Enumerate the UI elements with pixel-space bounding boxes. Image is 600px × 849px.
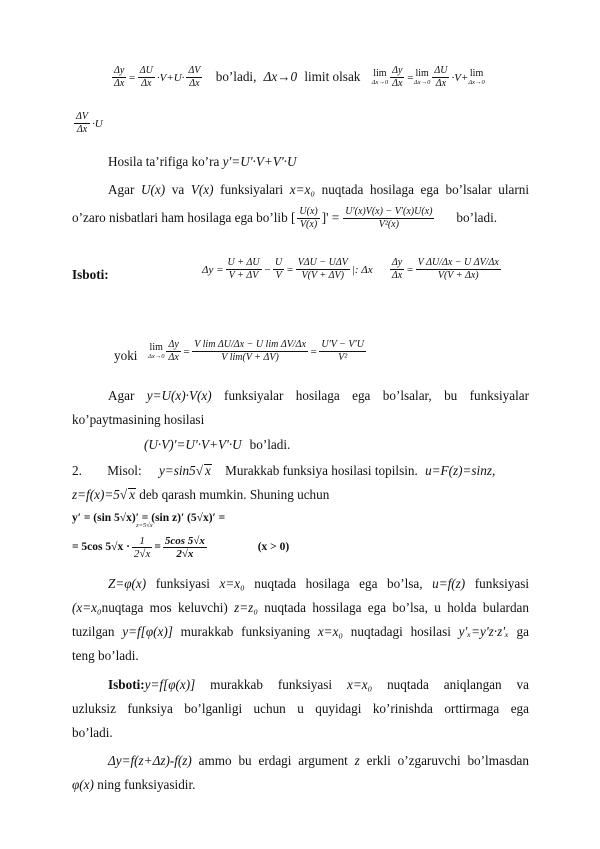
lim: lim bbox=[149, 341, 163, 353]
derivative-result: = 5cos 5√x · bbox=[72, 541, 130, 553]
math: (x=x₀ bbox=[72, 600, 102, 615]
math: y=f[φ(x)] bbox=[122, 624, 173, 639]
denominator: V(V + ΔV) bbox=[301, 270, 344, 282]
lhs: Δy = bbox=[202, 264, 224, 276]
isboti2-line2: uzluksiz funksiya bo’lganligi uchun u quyidagi ko’rinishda orttirmaga ega bbox=[72, 701, 529, 716]
equals-sign: = bbox=[128, 72, 136, 84]
lim: lim bbox=[469, 67, 484, 79]
text: murakkab funksiyaning bbox=[172, 624, 318, 639]
equals-sign: = bbox=[154, 541, 161, 553]
denominator: Δx bbox=[141, 78, 152, 90]
denominator: V + ΔV bbox=[228, 270, 259, 282]
misol-line2 bbox=[72, 486, 329, 503]
lim-sub: Δx→0 bbox=[413, 78, 431, 86]
derivative-expansion-cont bbox=[72, 108, 103, 139]
text: nuqtada aniqlangan va bbox=[372, 677, 529, 692]
chain-paragraph-line3 bbox=[72, 623, 529, 640]
numerator: Δy bbox=[392, 65, 403, 77]
operator: ·V+U· bbox=[156, 72, 185, 84]
denominator: V²(x) bbox=[378, 219, 399, 231]
fraction bbox=[138, 65, 155, 90]
numerator: Δy bbox=[168, 339, 179, 351]
numerator: U(x) bbox=[299, 206, 318, 218]
text: teng bo’ladi. bbox=[72, 648, 139, 663]
product-paragraph-line1 bbox=[108, 387, 529, 404]
text: bo’ladi. bbox=[456, 210, 498, 225]
fraction bbox=[163, 535, 207, 560]
operator: − bbox=[263, 264, 272, 276]
math: φ(x) bbox=[72, 777, 94, 792]
text: funksiyasi bbox=[146, 576, 220, 591]
numerator: U′V − V′U bbox=[321, 339, 364, 351]
lim: lim bbox=[415, 67, 429, 79]
denominator: Δx bbox=[114, 78, 125, 90]
hosila-line bbox=[108, 153, 297, 170]
text: o’zaro nisbatlari ham hosilaga ega bo’lib [ bbox=[72, 210, 296, 225]
fraction bbox=[343, 206, 434, 231]
yoki-formula bbox=[148, 330, 368, 373]
denominator: Δx bbox=[392, 78, 403, 90]
denominator: V(x) bbox=[299, 219, 318, 231]
text: Hosila ta’rifiga ko’ra bbox=[108, 154, 223, 169]
fraction bbox=[296, 257, 350, 282]
text: nuqtada hosilaga ega bo’lsa, bbox=[244, 576, 433, 591]
fraction bbox=[192, 339, 308, 364]
math: x=x₀ bbox=[317, 624, 344, 639]
numerator: U bbox=[275, 257, 283, 269]
text: bo’ladi. bbox=[249, 437, 291, 452]
fraction bbox=[186, 65, 202, 90]
equals-sign: = bbox=[309, 346, 318, 358]
text: funksiyasi bbox=[465, 576, 529, 591]
text: limit olsak bbox=[304, 69, 361, 84]
numerator: VΔU − UΔV bbox=[297, 257, 348, 269]
text: erkli o’zgaruvchi bo’lmasdan bbox=[359, 753, 529, 768]
math: y=sin5 bbox=[158, 463, 196, 478]
derivative-line1 bbox=[72, 510, 245, 528]
denominator: Δx bbox=[189, 78, 200, 90]
numerator: ΔV bbox=[76, 111, 88, 123]
numerator: 5cos 5√x bbox=[164, 534, 205, 547]
fraction bbox=[390, 257, 404, 282]
text: Agar bbox=[108, 388, 147, 403]
numerator: U + ΔU bbox=[227, 257, 260, 269]
sqrt-symbol bbox=[120, 487, 127, 502]
text: ning funksiyasidir. bbox=[93, 777, 196, 792]
isboti-label: Isboti: bbox=[72, 267, 109, 282]
product-paragraph-line2: ko’paytmasining hosilasi bbox=[72, 412, 205, 427]
limit bbox=[372, 69, 388, 87]
sqrt-symbol bbox=[196, 463, 203, 478]
math: y=U(x)·V(x) bbox=[146, 388, 212, 403]
yoki-label: yoki bbox=[114, 348, 138, 363]
equals-sign: = bbox=[406, 72, 414, 84]
text: deb qarash mumkin. Shuning uchun bbox=[135, 487, 330, 502]
math: z=f(x)=5 bbox=[72, 487, 120, 502]
numerator: V lim ΔU/Δx − U lim ΔV/Δx bbox=[194, 339, 306, 351]
math: x=x₀ bbox=[346, 677, 373, 692]
label: Isboti: bbox=[108, 677, 145, 692]
isboti2-line1 bbox=[108, 676, 529, 693]
math: y'ₓ=y'z·z'ₓ bbox=[458, 624, 509, 639]
text: Agar bbox=[108, 182, 141, 197]
numerator: Δy bbox=[391, 257, 403, 269]
misol-line1 bbox=[72, 462, 495, 479]
operator: |: Δx bbox=[351, 264, 373, 276]
fraction bbox=[297, 206, 319, 231]
sqrt-content: x bbox=[129, 487, 135, 502]
denominator: V bbox=[275, 270, 282, 282]
isboti2-line3: bo’ladi. bbox=[72, 725, 113, 740]
equals-sign: = bbox=[286, 264, 294, 276]
fraction bbox=[112, 65, 126, 90]
text: nuqtadagi hosilasi bbox=[343, 624, 459, 639]
last-line1 bbox=[108, 752, 529, 769]
lim: lim bbox=[373, 67, 387, 79]
fraction bbox=[132, 535, 152, 560]
lim-sub: Δx→0 bbox=[148, 352, 165, 360]
denominator: Δx bbox=[435, 78, 447, 90]
numerator: U′(x)V(x) − V′(x)U(x) bbox=[345, 206, 433, 218]
product-rule-line bbox=[144, 436, 290, 453]
text: ammo bu erdagi argument bbox=[191, 753, 355, 768]
text: nuqtada hossilaga ega bo’lsa, u holda bulardan bbox=[257, 600, 529, 615]
numerator: V ΔU/Δx − U ΔV/Δx bbox=[417, 257, 499, 269]
math: y=f[φ(x)] bbox=[144, 677, 196, 692]
fraction bbox=[432, 65, 449, 90]
text: nuqtaga mos keluvchi) bbox=[101, 600, 235, 615]
agar-paragraph-line1 bbox=[108, 181, 529, 198]
numerator: Δy bbox=[114, 65, 125, 77]
fraction bbox=[74, 111, 90, 136]
last-line2 bbox=[72, 776, 195, 793]
text: funksiyalari bbox=[213, 182, 290, 197]
math: Δy=f(z+Δz)-f(z) bbox=[108, 753, 192, 768]
lim-sub: Δx→0 bbox=[468, 78, 485, 86]
substitution-subscript: z=5√x bbox=[136, 522, 153, 529]
fraction bbox=[166, 339, 180, 364]
math: V(x) bbox=[190, 182, 214, 197]
equals-sign: = bbox=[182, 346, 191, 358]
chain-paragraph-line2 bbox=[72, 599, 529, 616]
denominator: 2√x bbox=[133, 547, 151, 560]
numerator: ΔV bbox=[188, 65, 201, 77]
math: Z=φ(x) bbox=[108, 576, 147, 591]
math: x=x₀ bbox=[219, 576, 245, 591]
operator: ·V+ bbox=[451, 72, 469, 84]
math: u=F(z)=sinz, bbox=[425, 463, 496, 478]
sqrt-content: x bbox=[204, 463, 211, 478]
numerator: 1 bbox=[132, 535, 152, 548]
condition: (x > 0) bbox=[257, 541, 290, 553]
isboti-formula bbox=[202, 252, 503, 287]
equals-sign: = bbox=[406, 264, 414, 276]
denominator: Δx bbox=[76, 124, 88, 136]
derivative-line2 bbox=[72, 530, 289, 564]
derivative-expansion-line bbox=[110, 62, 485, 93]
text: va bbox=[165, 182, 191, 197]
text: ]' = bbox=[321, 210, 340, 225]
limit bbox=[148, 343, 164, 361]
lim-sub: Δx→0 bbox=[371, 78, 389, 86]
fraction bbox=[390, 65, 404, 90]
fraction bbox=[226, 257, 262, 282]
text: bo’ladi, bbox=[215, 69, 257, 84]
limit bbox=[468, 69, 484, 87]
product-rule-formula: y'=U'·V+V'·U bbox=[222, 154, 297, 169]
limit bbox=[414, 69, 430, 87]
denominator: Δx bbox=[168, 352, 179, 364]
item-number: 2. bbox=[72, 463, 82, 478]
denominator: V(V + Δx) bbox=[437, 270, 479, 282]
text: Murakkab funksiya hosilasi topilsin. bbox=[225, 463, 418, 478]
operator: ·U bbox=[91, 118, 103, 130]
denominator: V lim(V + ΔV) bbox=[221, 352, 279, 364]
label: Misol: bbox=[107, 463, 142, 478]
fraction bbox=[273, 257, 284, 282]
denominator: V² bbox=[338, 352, 348, 364]
derivative-chain: y′ = (sin 5√x)′ = (sin z)′ (5√x)′ = bbox=[72, 512, 226, 524]
text: tuzilgan bbox=[72, 624, 123, 639]
chain-paragraph-line1 bbox=[108, 575, 529, 592]
text: ga bbox=[508, 624, 530, 639]
numerator: ΔU bbox=[434, 65, 448, 77]
condition: Δx→0 bbox=[263, 69, 298, 84]
denominator: 2√x bbox=[176, 547, 194, 560]
math: U(x) bbox=[140, 182, 166, 197]
denominator: Δx bbox=[391, 270, 403, 282]
math: z=z₀ bbox=[234, 600, 258, 615]
agar-paragraph-line2 bbox=[72, 202, 497, 234]
math: z bbox=[354, 753, 360, 768]
math: x=x₀ bbox=[289, 182, 315, 197]
fraction bbox=[416, 257, 501, 282]
chain-paragraph-line4 bbox=[72, 647, 139, 664]
text: funksiyalar hosilaga ega bo’lsalar, bu funksiyalar bbox=[211, 388, 529, 403]
numerator: ΔU bbox=[139, 65, 153, 77]
math: u=f(z) bbox=[432, 576, 466, 591]
fraction bbox=[319, 339, 366, 364]
product-rule: (U·V)'=U'·V+V'·U bbox=[144, 437, 242, 452]
text: murakkab funksiyasi bbox=[195, 677, 347, 692]
text: nuqtada hosilaga ega bo’lsalar ularni bbox=[315, 182, 529, 197]
